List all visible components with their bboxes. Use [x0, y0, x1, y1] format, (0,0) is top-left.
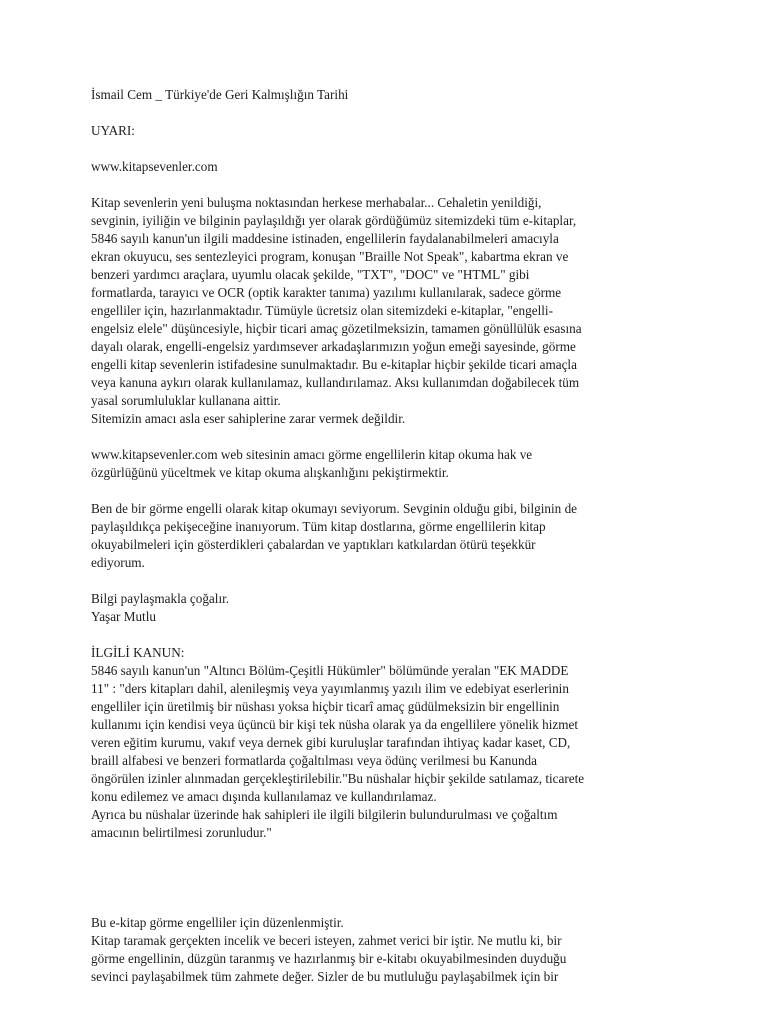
document-title: İsmail Cem _ Türkiye'de Geri Kalmışlığın Tarihi [91, 87, 349, 102]
site-purpose-paragraph: www.kitapsevenler.com web sitesinin amacı görme engellilerin kitap okuma hak ve özgürlüğünü yüceltmek ve kitap okuma alışkanlığını pekiştirmektir. [91, 447, 533, 480]
website-url: www.kitapsevenler.com [91, 159, 218, 174]
signature: Yaşar Mutlu [91, 609, 156, 624]
law-heading: İLGİLİ KANUN: [91, 645, 185, 660]
blank-spacer [91, 842, 691, 914]
personal-paragraph: Ben de bir görme engelli olarak kitap okumayı seviyorum. Sevginin olduğu gibi, bilginin de paylaşıldıkça pekişeceğine inanıyorum. Tüm kitap dostlarına, görme engellilerin kitap okuyabilmeleri için gösterdikleri çabalardan ve yaptıkları katkılardan ötürü teşekkür ediyorum. [91, 501, 578, 570]
law-paragraph: 5846 sayılı kanun'un "Altıncı Bölüm-Çeşitli Hükümler" bölümünde yeralan "EK MADDE 11" : "ders kitapları dahil, alenileşmiş veya yayımlanmış yazılı ilim ve edebiyat eserlerinin engelliler için üretilmiş bir nüshası yoksa hiçbir ticarî amaç güdülmeksizin bir engellinin kullanımı için kendisi veya üçüncü bir kişi tek nüsha olarak ya da engellilere yönelik hizmet veren eğitim kurumu, vakıf veya dernek gibi kuruluşlar tarafından ihtiyaç kadar kaset, CD, braill alfabesi ve benzeri formatlarda çoğaltılması veya ödünç verilmesi bu Kanunda öngörülen izinler alınmadan gerçekleştirilebilir."Bu nüshalar hiçbir şekilde satılamaz, ticarete konu edilemez ve amacı dışında kullanılamaz ve kullandırılamaz. Ayrıca bu nüshalar üzerinde hak sahipleri ile ilgili bilgilerin bulundurulması ve çoğaltım amacının belirtilmesi zorunludur." [91, 663, 585, 840]
warning-heading: UYARI: [91, 123, 135, 138]
document-page [91, 86, 691, 986]
motto: Bilgi paylaşmakla çoğalır. [91, 591, 230, 606]
closing-paragraph: Bu e-kitap görme engelliler için düzenlenmiştir. Kitap taramak gerçekten incelik ve beceri isteyen, zahmet verici bir iştir. Ne mutlu ki, bir görme engellinin, düzgün taranmış ve hazırlanmış bir e-kitabı okuyabilmesinden duyduğu sevinci paylaşabilmek tüm zahmete değer. Sizler de bu mutluluğu paylaşabilmek için bir [91, 915, 567, 984]
intro-paragraph: Kitap sevenlerin yeni buluşma noktasından herkese merhabalar... Cehaletin yenildiği, sevginin, iyiliğin ve bilginin paylaşıldığı yer olarak gördüğümüz sitemizdeki tüm e-kitaplar, 5846 sayılı kanun'un ilgili maddesine istinaden, engellilerin faydalanabilmeleri amacıyla ekran okuyucu, ses sentezleyici program, konuşan "Braille Not Speak", kabartma ekran ve benzeri yardımcı araçlara, uyumlu olacak şekilde, "TXT", "DOC" ve "HTML" gibi formatlarda, tarayıcı ve OCR (optik karakter tanıma) yazılımı kullanılarak, sadece görme engelliler için, hazırlanmaktadır. Tümüyle ücretsiz olan sitemizdeki e-kitaplar, "engelli- engelsiz elele" düşüncesiyle, hiçbir ticari amaç gözetilmeksizin, tamamen gönüllülük esasına dayalı olarak, engelli-engelsiz yardımsever arkadaşlarımızın yoğun emeği sayesinde, görme engelli kitap sevenlerin istifadesine sunulmaktadır. Bu e-kitaplar hiçbir şekilde ticari amaçla veya kanuna aykırı olarak kullanılamaz, kullandırılamaz. Aksı kullanımdan doğabilecek tüm yasal sorumluluklar kullanana aittir. Sitemizin amacı asla eser sahiplerine zarar vermek değildir. [91, 195, 582, 426]
